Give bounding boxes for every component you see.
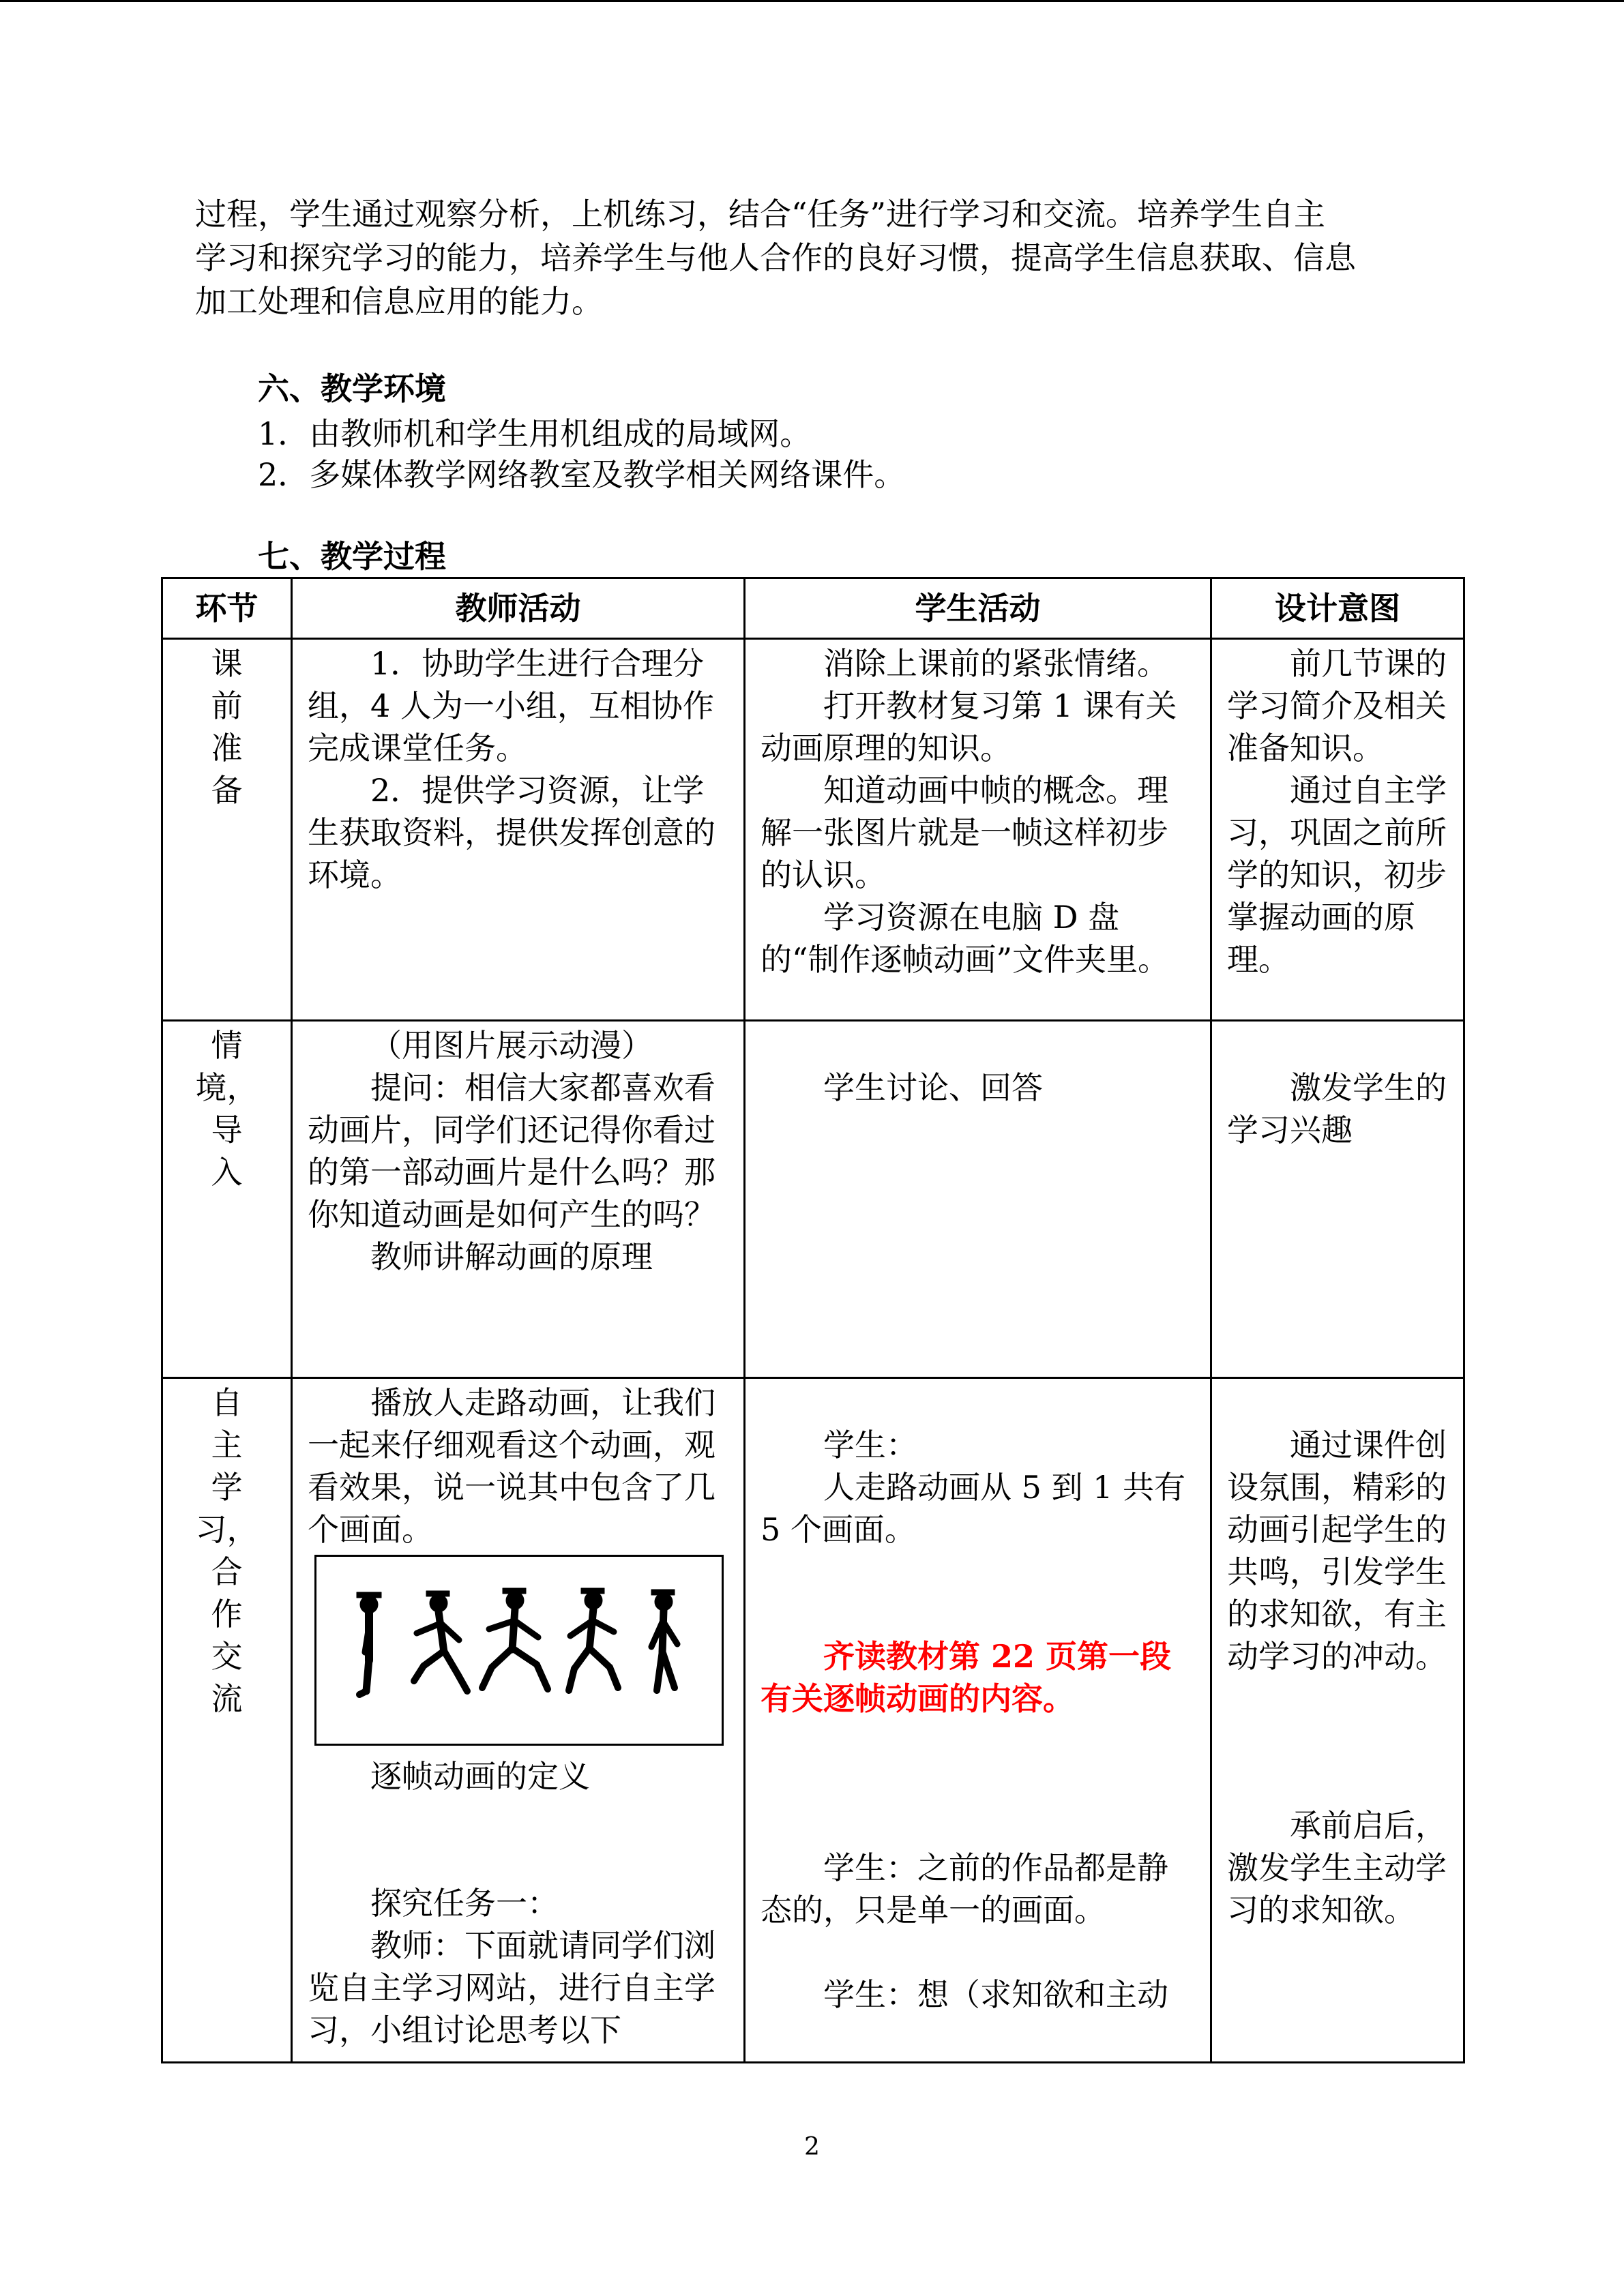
design-intent-cell: 通过课件创设氛围，精彩的动画引起学生的共鸣，引发学生的求知欲，有主动学习的冲动。 承前启后，激发学生主动学习的求知欲。 — [1211, 1378, 1464, 2063]
design-intent-cell: 前几节课的学习简介及相关准备知识。 通过自主学习，巩固之前所学的知识，初步掌握动画的原理。 — [1211, 639, 1464, 1021]
student-activity-cell: 学生讨论、回答 — [745, 1021, 1211, 1378]
intro-line-1: 过程，学生通过观察分析，上机练习，结合“任务”进行学习和交流。培养学生自主 — [195, 196, 1326, 233]
teacher-activity-cell: 1．协助学生进行合理分组，4 人为一小组，互相协作完成课堂任务。 2．提供学习资源，让学生获取资料，提供发挥创意的环境。 — [292, 639, 745, 1021]
reading-instruction: 齐读教材第 22 页第一段有关逐帧动画的内容。 — [761, 1638, 1172, 1717]
table-header-row — [162, 578, 1464, 639]
page-number: 2 — [804, 2133, 820, 2161]
intro-line-2: 学习和探究学习的能力，培养学生与他人合作的良好习惯，提高学生信息获取、信息 — [195, 239, 1356, 276]
stage-cell: 自 主 学 习， 合 作 交 流 — [162, 1378, 292, 2063]
student-activity-cell: 消除上课前的紧张情绪。 打开教材复习第 1 课有关动画原理的知识。 知道动画中帧的概念。理解一张图片就是一帧这样初步的认识。 学习资源在电脑 D 盘的“制作逐帧动画”文件夹里。 — [745, 639, 1211, 1021]
intro-line-3: 加工处理和信息应用的能力。 — [195, 283, 603, 320]
teaching-process-table — [161, 577, 1465, 2063]
header-design: 设计意图 — [1211, 578, 1464, 639]
header-student: 学生活动 — [745, 578, 1211, 639]
section-7-title: 七、教学过程 — [258, 538, 446, 575]
table-row-introduction — [162, 1021, 1464, 1378]
stage-cell: 情 境， 导 入 — [162, 1021, 292, 1378]
design-intent-cell: 激发学生的学习兴趣 — [1211, 1021, 1464, 1378]
table-row-preparation — [162, 639, 1464, 1021]
walking-figures-icon — [342, 1579, 696, 1722]
page-top-border — [0, 0, 1624, 2]
env-item-2: 2．多媒体教学网络教室及教学相关网络课件。 — [258, 456, 906, 493]
stage-cell: 课 前 准 备 — [162, 639, 292, 1021]
header-stage: 环节 — [162, 578, 292, 639]
env-item-1: 1．由教师机和学生用机组成的局域网。 — [258, 415, 812, 452]
table-row-self-study — [162, 1378, 1464, 2063]
teacher-activity-cell: （用图片展示动漫） 提问：相信大家都喜欢看动画片，同学们还记得你看过的第一部动画片是什么吗？那你知道动画是如何产生的吗？ 教师讲解动画的原理 — [292, 1021, 745, 1378]
walking-animation-image — [314, 1555, 724, 1746]
section-6-title: 六、教学环境 — [258, 370, 446, 407]
student-activity-cell: 学生： 人走路动画从 5 到 1 共有 5 个画面。 齐读教材第 22 页第一段有关逐帧动画的内容。 学生：之前的作品都是静态的，只是单一的画面。 学生：想（求知欲和主动 — [745, 1378, 1211, 2063]
header-teacher: 教师活动 — [292, 578, 745, 639]
teacher-activity-cell: 播放人走路动画，让我们一起来仔细观看这个动画，观看效果，说一说其中包含了几个画面。 逐帧动画的定义 探究任务一： 教师：下面就请同学们浏览自主学习网站，进行自主学习，小组讨论思考以下 — [292, 1378, 745, 2063]
